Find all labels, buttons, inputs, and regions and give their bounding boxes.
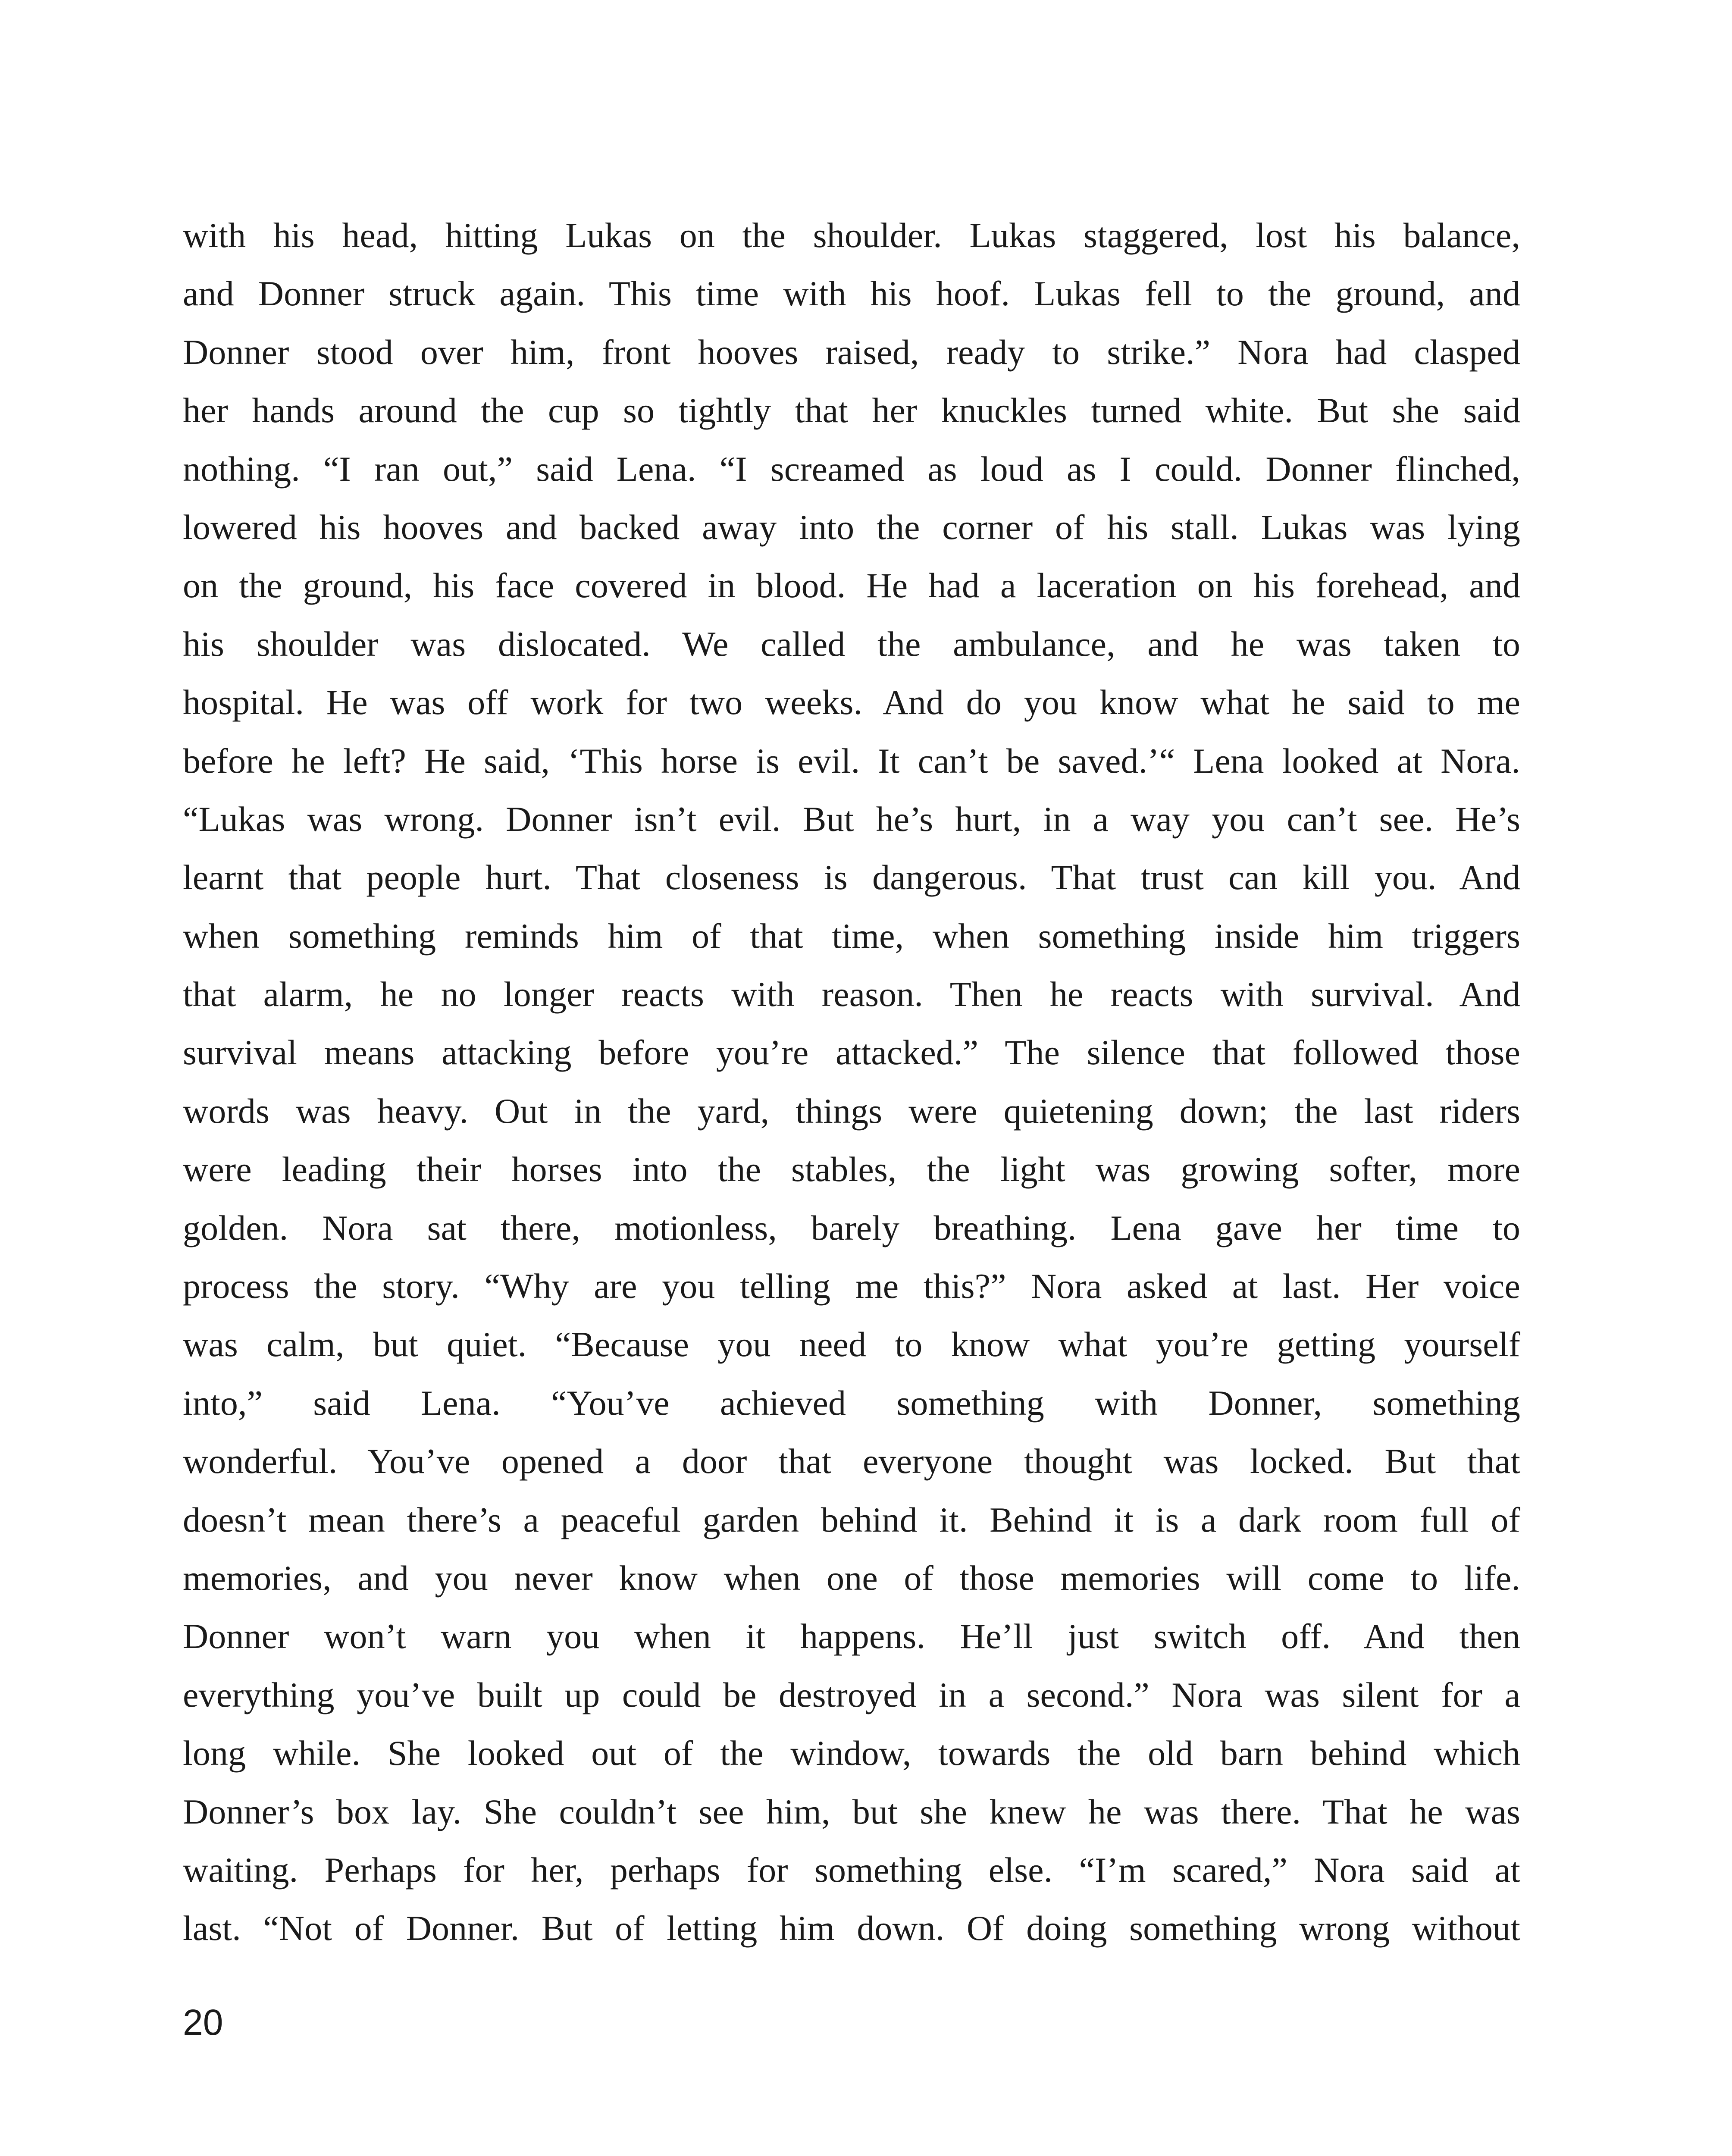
body-text (183, 206, 1520, 1958)
text-line: last. “Not of Donner. But of letting him down. Of doing something wrong without (183, 1908, 1520, 1948)
text-line: lowered his hooves and backed away into the corner of his stall. Lukas was lying (183, 507, 1520, 547)
text-line: memories, and you never know when one of those memories will come to life. (183, 1558, 1520, 1598)
text-line: his shoulder was dislocated. We called the ambulance, and he was taken to (183, 624, 1520, 664)
text-line: when something reminds him of that time, when something inside him triggers (183, 916, 1520, 956)
text-line: survival means attacking before you’re attacked.” The silence that followed those (183, 1033, 1520, 1072)
text-line: Donner won’t warn you when it happens. He’ll just switch off. And then (183, 1617, 1520, 1656)
text-line: was calm, but quiet. “Because you need to know what you’re getting yourself (183, 1325, 1520, 1364)
text-line: on the ground, his face covered in blood. He had a laceration on his forehead, and (183, 566, 1520, 605)
text-line: learnt that people hurt. That closeness is dangerous. That trust can kill you. And (183, 858, 1520, 897)
text-line: wonderful. You’ve opened a door that everyone thought was locked. But that (183, 1442, 1520, 1481)
text-line: Donner’s box lay. She couldn’t see him, but she knew he was there. That he was (183, 1792, 1520, 1831)
text-line: were leading their horses into the stables, the light was growing softer, more (183, 1150, 1520, 1189)
text-line: golden. Nora sat there, motionless, barely breathing. Lena gave her time to (183, 1208, 1520, 1247)
text-line: everything you’ve built up could be destroyed in a second.” Nora was silent for a (183, 1675, 1520, 1714)
text-line: Donner stood over him, front hooves raised, ready to strike.” Nora had clasped (183, 332, 1520, 372)
text-line: into,” said Lena. “You’ve achieved something with Donner, something (183, 1383, 1520, 1423)
text-line: long while. She looked out of the window, towards the old barn behind which (183, 1733, 1520, 1773)
text-line: waiting. Perhaps for her, perhaps for something else. “I’m scared,” Nora said at (183, 1850, 1520, 1890)
text-line: doesn’t mean there’s a peaceful garden behind it. Behind it is a dark room full of (183, 1500, 1520, 1539)
text-line: process the story. “Why are you telling me this?” Nora asked at last. Her voice (183, 1266, 1520, 1306)
text-line: her hands around the cup so tightly that her knuckles turned white. But she said (183, 391, 1520, 430)
text-line: and Donner struck again. This time with his hoof. Lukas fell to the ground, and (183, 274, 1520, 313)
text-line: that alarm, he no longer reacts with reason. Then he reacts with survival. And (183, 975, 1520, 1014)
text-line: hospital. He was off work for two weeks. And do you know what he said to me (183, 683, 1520, 722)
text-line: nothing. “I ran out,” said Lena. “I screamed as loud as I could. Donner flinched, (183, 449, 1520, 489)
page-number: 20 (183, 2002, 223, 2043)
text-line: before he left? He said, ‘This horse is evil. It can’t be saved.’“ Lena looked at Nora. (183, 741, 1520, 780)
text-line: with his head, hitting Lukas on the shoulder. Lukas staggered, lost his balance, (183, 216, 1520, 255)
text-line: “Lukas was wrong. Donner isn’t evil. But he’s hurt, in a way you can’t see. He’s (183, 799, 1520, 839)
text-line: words was heavy. Out in the yard, things were quietening down; the last riders (183, 1091, 1520, 1131)
